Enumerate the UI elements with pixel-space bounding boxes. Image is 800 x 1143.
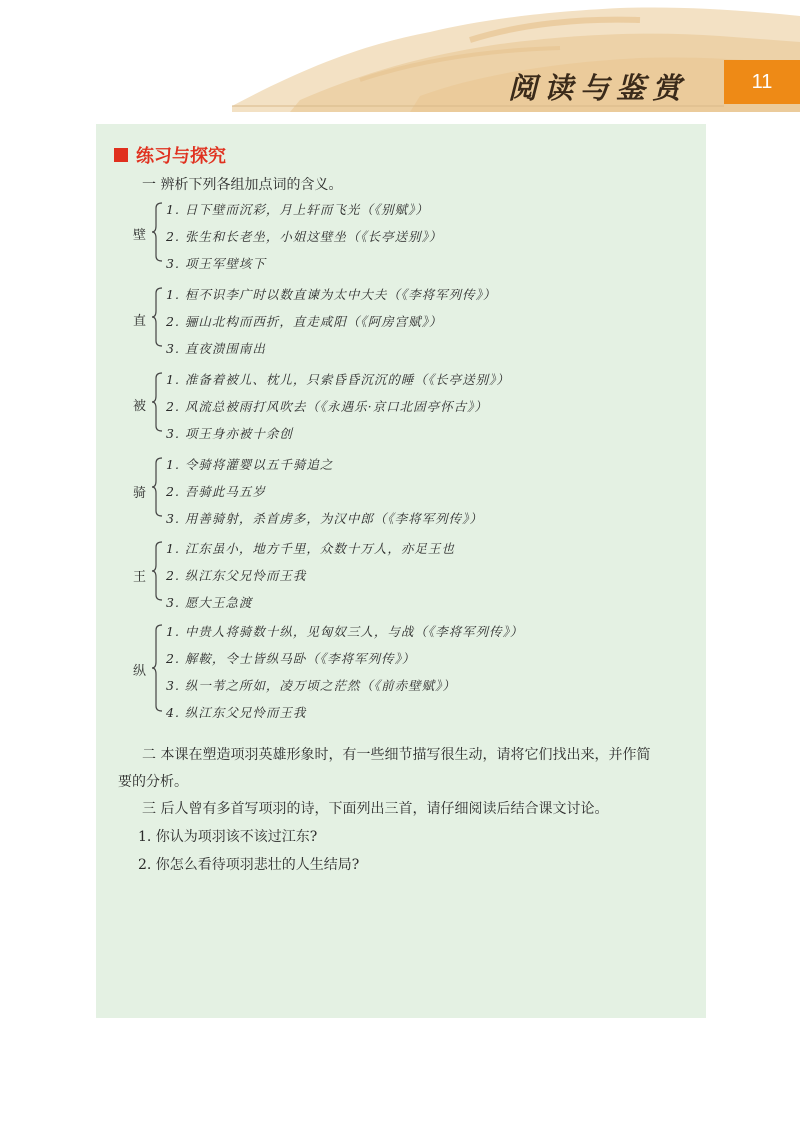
word-group-item: 3. 愿大王急渡 (166, 595, 253, 610)
word-group-item: 1. 桓不识李广时以数直谏为太中大夫（《李将军列传》） (166, 287, 497, 302)
word-group-char: 王 (133, 570, 147, 585)
word-group-item: 2. 风流总被雨打风吹去（《永遇乐·京口北固亭怀古》） (166, 399, 488, 414)
word-group-char: 纵 (133, 664, 147, 679)
word-group-item: 1. 日下壁而沉彩，月上轩而飞光（《别赋》） (166, 202, 429, 217)
brace-icon (150, 539, 164, 603)
page-number: 11 (751, 70, 773, 93)
brace-icon (150, 455, 164, 519)
red-square-marker (114, 148, 128, 162)
word-group-item: 2. 吾骑此马五岁 (166, 484, 266, 499)
task2-line1: 二 本课在塑造项羽英雄形象时，有一些细节描写很生动，请将它们找出来，并作简 (142, 747, 651, 763)
word-group-item: 3. 用善骑射，杀首虏多，为汉中郎（《李将军列传》） (166, 511, 483, 526)
exercise-panel (96, 124, 706, 1018)
task3-question: 1. 你认为项羽该不该过江东? (138, 829, 318, 845)
word-group-item: 2. 骊山北构而西折，直走咸阳（《阿房宫赋》） (166, 314, 443, 329)
word-group-item: 3. 项王身亦被十余创 (166, 426, 293, 441)
word-group-item: 4. 纵江东父兄怜而王我 (166, 705, 307, 720)
word-group-item: 2. 张生和长老坐，小姐这壁坐（《长亭送别》） (166, 229, 443, 244)
section-title: 练习与探究 (136, 146, 226, 167)
word-group-item: 3. 直夜溃围南出 (166, 341, 266, 356)
word-group-item: 1. 江东虽小，地方千里，众数十万人，亦足王也 (166, 541, 455, 556)
word-group-char: 被 (133, 399, 147, 414)
task3-heading: 三 后人曾有多首写项羽的诗，下面列出三首，请仔细阅读后结合课文讨论。 (142, 801, 609, 817)
word-group-item: 1. 令骑将灌婴以五千骑追之 (166, 457, 334, 472)
brace-icon (150, 200, 164, 264)
section-heading (114, 142, 226, 168)
word-group-item: 2. 解鞍，令士皆纵马卧（《李将军列传》） (166, 651, 416, 666)
word-group-char: 骑 (133, 486, 147, 501)
brace-icon (150, 370, 164, 434)
word-group-item: 1. 中贵人将骑数十纵，见匈奴三人，与战（《李将军列传》） (166, 624, 524, 639)
page-number-tab (724, 60, 800, 104)
brace-icon (150, 285, 164, 349)
word-group-char: 直 (133, 314, 147, 329)
task2-line2: 要的分析。 (118, 774, 188, 790)
word-group-item: 3. 纵一苇之所如，凌万顷之茫然（《前赤壁赋》） (166, 678, 456, 693)
header-title: 阅读与鉴赏 (508, 71, 689, 105)
word-group-char: 壁 (133, 228, 147, 243)
task1-heading: 一 辨析下列各组加点词的含义。 (142, 177, 343, 193)
task3-question: 2. 你怎么看待项羽悲壮的人生结局? (138, 857, 360, 873)
word-group-item: 2. 纵江东父兄怜而王我 (166, 568, 307, 583)
brace-icon (150, 622, 164, 714)
word-group-item: 3. 项王军壁垓下 (166, 256, 266, 271)
word-group-item: 1. 准备着被儿、枕儿，只索昏昏沉沉的睡（《长亭送别》） (166, 372, 510, 387)
